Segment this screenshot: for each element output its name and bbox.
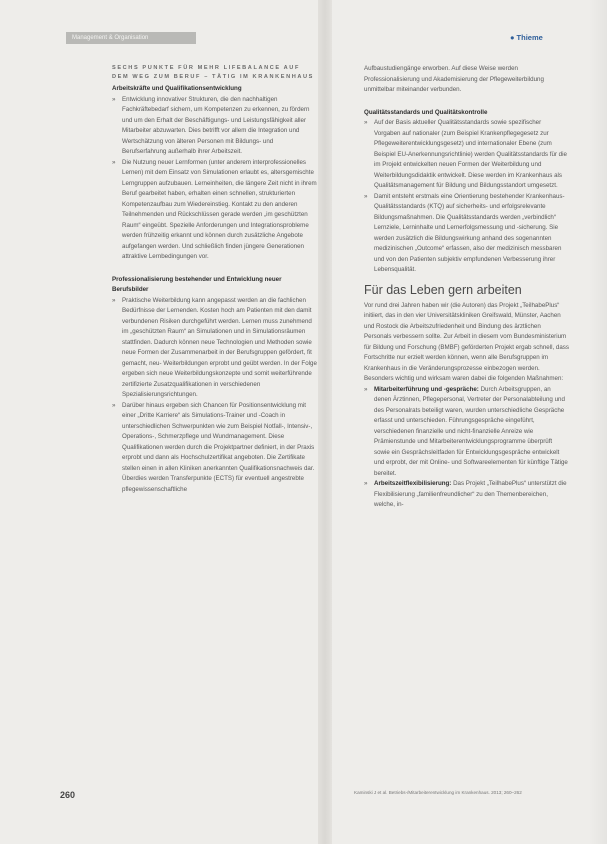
list-item: » Praktische Weiterbildung kann angepasst werden an die fachlichen Bedürfnisse der Lernenden. Kosten hoch am Patienten mit den damit verbundenen Risiken durchgeführt werden. Lernen muss zunehmend im „geschützten Raum“ an Simulationen und in Simulationsräumen stattfinden. Dadurch können neue Technologien und Methoden sowie neue Formen der Zusammenarbeit in der Berufsgruppen gefördert, fit gemacht, neu- Weiterbildungen erprobt und geübt werden. In der Folge ergeben sich neue Weiterbildungskonzepte und somit weiterführende zertifizierte Zusatzqualifikationen in verschiedenen Spezialisierungsrichtungen. bbox=[112, 296, 317, 401]
item-text: Das Projekt „TeilhabePlus“ unterstützt die Flexibilisierung „familienfreundlicher“ zu den Themenbereichen, welche, in- bbox=[374, 480, 567, 508]
book-gutter bbox=[318, 0, 332, 844]
running-head: Management & Organisation bbox=[66, 32, 196, 44]
page-number: 260 bbox=[60, 790, 76, 800]
section-heading: Qualitätsstandards und Qualitätskontrolle bbox=[364, 108, 488, 116]
page-edge bbox=[589, 0, 607, 844]
continued-paragraph: Aufbaustudiengänge erworben. Auf diese Weise werden Professionalisierung und Akademisierung der Pflegeweiterbildung unmittelbar miteinander verbunden. bbox=[364, 65, 544, 93]
list-item bbox=[364, 385, 569, 480]
item-label: Mitarbeiterführung und -gespräche: bbox=[374, 385, 479, 393]
section-heading: Professionalisierung bestehender und Entwicklung neuer Berufsbilder bbox=[112, 275, 282, 293]
list-item: » Darüber hinaus ergeben sich Chancen für Positionsentwicklung mit einer „Dritte Karriere“ als Simulations-Trainer und -Coach in unterschiedlichen Schwerpunkten wie zum Beispiel Notfall-, Intensiv-, Operations-, Schmerzpflege und Wundmanagement. Diese Qualifikationen werden durch die Projektpartner definiert, in der Praxis erprobt und dann als Hochschulzertifikat angeboten. Die Zertifikate stellen einen in allen Kliniken anerkannten Qualifikationsnachweis dar. Überdies werden Transferpunkte (ECTS) für eventuell angestrebte pflegewissenschaftliche bbox=[112, 401, 317, 496]
section-heading: Arbeitskräfte und Qualifikationsentwicklung bbox=[112, 85, 242, 92]
bullet-list bbox=[112, 296, 317, 496]
bullet-list bbox=[364, 118, 569, 276]
item-text: Durch Arbeitsgruppen, an denen Ärztinnen, Pflegepersonal, Vertreter der Personalabteilung und des Personalrats beteiligt waren, wurden unterschiedliche Gespräche erfasst und unterschieden. Führungsgespräche eingeführt, verschiedenen finanzielle und nicht-finanzielle Anreize wie Prämienstunde und Mitarbeiterentwicklungsprogramme überprüft sowie ein Gesprächsleitfaden für Entwicklungsgespräche entwickelt und erprobt, der mit Online- und Softwareelementen für künftige Tätige bereitet. bbox=[374, 385, 568, 477]
publisher-name: Thieme bbox=[516, 33, 543, 42]
publisher-logo bbox=[510, 33, 543, 42]
logo-mark-icon: ● bbox=[510, 33, 515, 42]
list-item: » Auf der Basis aktueller Qualitätsstandards sowie spezifischer Vorgaben auf nationaler (zum Beispiel Krankenpflegegesetz zur Pflegeweiterentwicklungsgesetz) und internationaler Ebene (zum Beispiel EU-Anerkennungsrichtlinie) werden Qualitätsstandards für die im Projekt entwickelten neuen Formen der Weiterbildung und Weiterbildungsdidaktik entwickelt. Diese werden im Krankenhaus als Qualitätsmanagement für Bildung und Bildungsstandort umgesetzt. bbox=[364, 118, 569, 192]
list-item bbox=[364, 479, 569, 511]
list-item: » Damit entsteht erstmals eine Orientierung bestehender Krankenhaus-Qualitätsstandards (KTQ) auf sicherheits- und erfolgsrelevante Bildungsmaßnahmen. Die Qualitätsstandards werden „verbindlich“ Lernziele, Lerninhalte und Lernerfolgsmessung und -sicherung. Sie werden zusätzlich die Bildungswirkung anhand des sogenannten medizinischen „Outcome“ erfassen, also der medizinisch messbaren und von den Patienten subjektiv empfundenen Verbesserung ihrer Lebensqualität. bbox=[364, 192, 569, 276]
left-column bbox=[112, 64, 317, 495]
body-paragraph: Vor rund drei Jahren haben wir (die Autoren) das Projekt „TeilhabePlus“ initiiert, das in den vier Universitätskliniken Greifswald, Münster, Aachen und Rostock die Arbeitszufriedenheit und Bindung des ärztlichen Personals verbessern sollte. Zur Arbeit in diesem vom Bundesministerium für Bildung und Forschung (BMBF) geförderten Projekt ergab schnell, dass Fortschritte nur erzielt werden können, wenn alle Berufsgruppen im Krankenhaus in die Veränderungsprozesse einbezogen werden. Besonders wichtig und wirksam waren dabei die folgenden Maßnahmen: bbox=[364, 301, 569, 382]
box-title: SECHS PUNKTE FÜR MEHR LIFEBALANCE AUF DEM WEG ZUM BERUF – TÄTIG IM KRANKENHAUS bbox=[112, 65, 314, 80]
item-label: Arbeitszeitflexibilisierung: bbox=[374, 480, 452, 487]
list-item: » Die Nutzung neuer Lernformen (unter anderem interprofessionelles Lernen) mit dem Einsatz von Simulationen erlaubt es, altersgemischte Lerngruppen aufzubauen. Lerneinheiten, die längere Zeit nicht in ihrem Beruf gearbeitet haben, erhalten einen schnellen, strukturierten Kompetenzaufbau zum Wiedereinstieg. Kontakt zu den anderen Teilnehmenden und Rückschlüssen gerade werden „im geschützten Raum“ eingeübt. Spezielle Anforderungen und Integrationsprobleme werden frühzeitig erkannt und können durch zusätzliche Angebote aufgefangen werden. Und schließlich finden jüngere Generationen attraktive Lernbedingungen vor. bbox=[112, 158, 317, 263]
bullet-list bbox=[364, 385, 569, 511]
list-item: » Entwicklung innovativer Strukturen, die den nachhaltigen Fachkräftebedarf sichern, um Kompetenzen zu erkennen, zu fördern und um den Erhalt der Beschäftigungs- und Leistungsfähigkeit aller Mitarbeiter abzuwarten. Dies betrifft vor allem die Integration und Wertschätzung von älteren Personen mit Bildungs- und Berufserfahrung außerhalb ihrer Arbeitszeit. bbox=[112, 95, 317, 158]
bullet-list bbox=[112, 95, 317, 263]
citation-footer: Kaminski J et al. Betriebs-/Mitarbeiterentwicklung im Krankenhaus. 2013; 260–262 bbox=[354, 790, 522, 795]
right-column bbox=[364, 64, 569, 511]
section-title: Für das Leben gern arbeiten bbox=[364, 282, 522, 297]
